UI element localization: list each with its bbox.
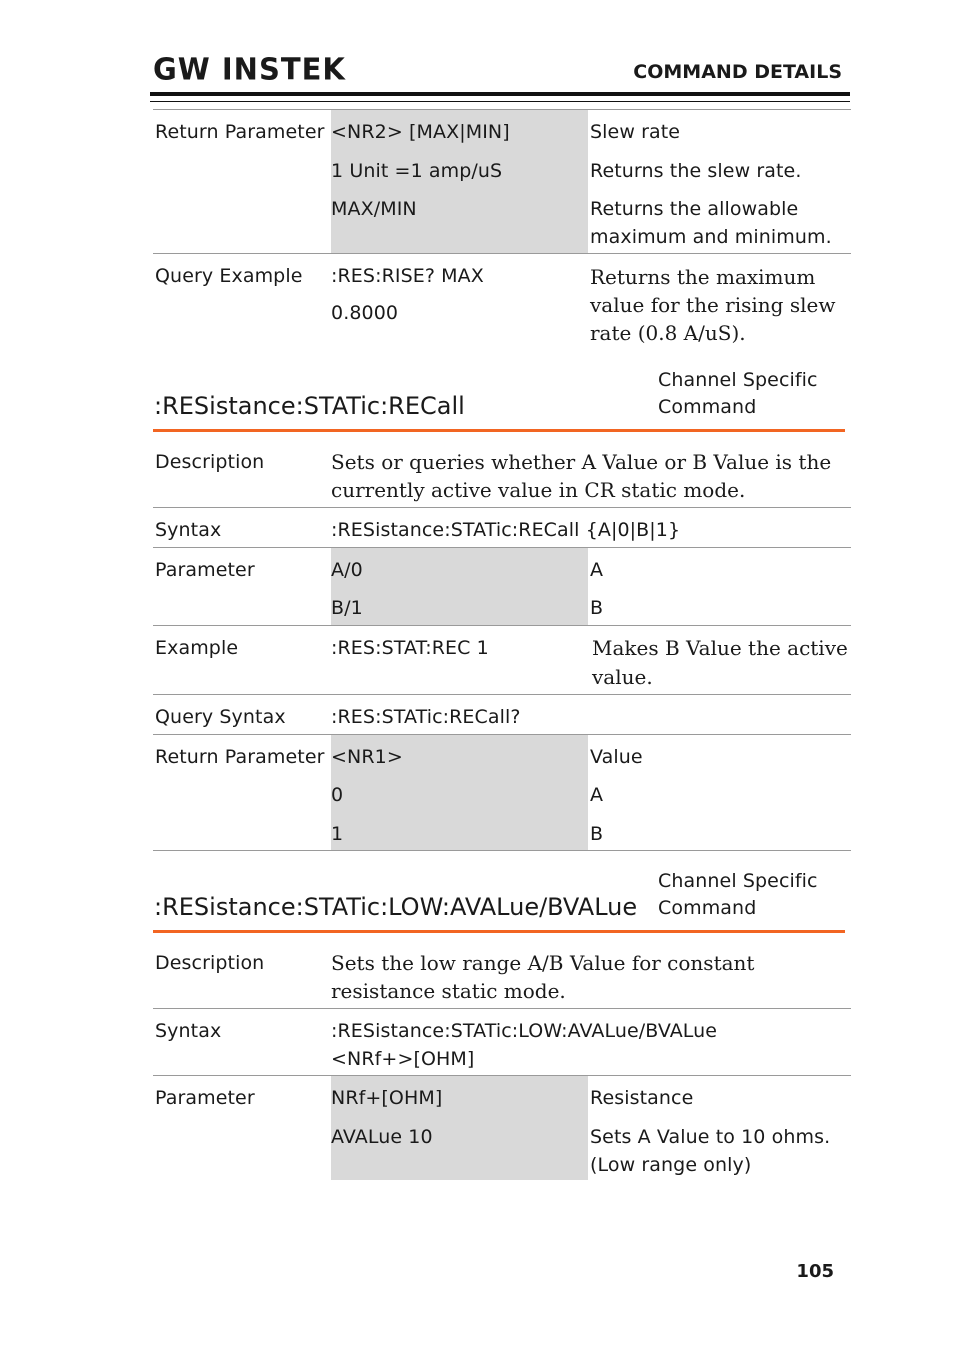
param-value: NRf+[OHM]: [331, 1087, 443, 1109]
param-desc: A: [590, 559, 604, 581]
param-value: MAX/MIN: [331, 198, 417, 220]
param-desc: (Low range only): [590, 1154, 752, 1176]
divider: [153, 625, 851, 626]
row-label-return-parameter: Return Parameter: [155, 746, 325, 768]
param-desc: A: [590, 784, 604, 806]
section-accent-rule: [153, 930, 845, 933]
header-rule-thick: [150, 92, 850, 96]
channel-specific-badge: Channel Specific: [658, 369, 818, 391]
param-desc: Returns the slew rate.: [590, 160, 802, 182]
description-text: resistance static mode.: [331, 979, 566, 1003]
example-command: :RES:STAT:REC 1: [331, 637, 489, 659]
query-command: :RES:RISE? MAX: [331, 265, 484, 287]
channel-specific-badge: Channel Specific: [658, 870, 818, 892]
description-text: currently active value in CR static mode.: [331, 478, 746, 502]
row-label-query-example: Query Example: [155, 265, 303, 287]
description-text: Sets the low range A/B Value for constant: [331, 951, 755, 975]
param-desc: Value: [590, 746, 643, 768]
row-label-syntax: Syntax: [155, 519, 222, 541]
syntax-text: :RESistance:STATic:LOW:AVALue/BVALue: [331, 1020, 718, 1042]
query-result: 0.8000: [331, 302, 399, 324]
param-value: 0: [331, 784, 344, 806]
param-desc: Resistance: [590, 1087, 694, 1109]
row-label-description: Description: [155, 451, 265, 473]
row-label-description: Description: [155, 952, 265, 974]
param-desc: Slew rate: [590, 121, 681, 143]
query-syntax-text: :RES:STATic:RECall?: [331, 706, 521, 728]
query-desc: Returns the maximum: [590, 265, 816, 289]
section-accent-rule: [153, 429, 845, 432]
param-value: 1 Unit =1 amp/uS: [331, 160, 503, 182]
param-desc: B: [590, 823, 604, 845]
divider: [153, 507, 851, 508]
param-value: <NR2> [MAX|MIN]: [331, 121, 510, 143]
param-desc: B: [590, 597, 604, 619]
param-value: A/0: [331, 559, 363, 581]
param-value: B/1: [331, 597, 363, 619]
brand-logo: GW INSTEK: [153, 51, 346, 87]
query-desc: rate (0.8 A/uS).: [590, 321, 746, 345]
row-label-syntax: Syntax: [155, 1020, 222, 1042]
syntax-text: <NRf+>[OHM]: [331, 1048, 475, 1070]
page-number: 105: [796, 1261, 834, 1282]
syntax-text: :RESistance:STATic:RECall {A|0|B|1}: [331, 519, 681, 541]
row-label-query-syntax: Query Syntax: [155, 706, 286, 728]
query-desc: value for the rising slew: [590, 293, 836, 317]
divider: [153, 253, 851, 254]
param-desc: Returns the allowable: [590, 198, 799, 220]
header-rule-thin: [150, 101, 850, 102]
param-value: 1: [331, 823, 344, 845]
channel-specific-badge: Command: [658, 396, 757, 418]
value-column-shade: [331, 548, 588, 625]
row-label-return-parameter: Return Parameter: [155, 121, 325, 143]
param-value: AVALue 10: [331, 1126, 433, 1148]
row-label-example: Example: [155, 637, 239, 659]
header-title: COMMAND DETAILS: [633, 61, 842, 83]
channel-specific-badge: Command: [658, 897, 757, 919]
section-title-recall: :RESistance:STATic:RECall: [154, 392, 465, 420]
divider: [153, 1008, 851, 1009]
row-label-parameter: Parameter: [155, 559, 255, 581]
example-desc: Makes B Value the active: [592, 636, 848, 660]
param-desc: maximum and minimum.: [590, 226, 832, 248]
param-desc: Sets A Value to 10 ohms.: [590, 1126, 831, 1148]
divider: [153, 694, 851, 695]
row-label-parameter: Parameter: [155, 1087, 255, 1109]
section-title-low-avalue: :RESistance:STATic:LOW:AVALue/BVALue: [154, 893, 638, 921]
description-text: Sets or queries whether A Value or B Value is the: [331, 450, 832, 474]
example-desc: value.: [592, 665, 653, 689]
divider: [153, 850, 851, 851]
param-value: <NR1>: [331, 746, 403, 768]
